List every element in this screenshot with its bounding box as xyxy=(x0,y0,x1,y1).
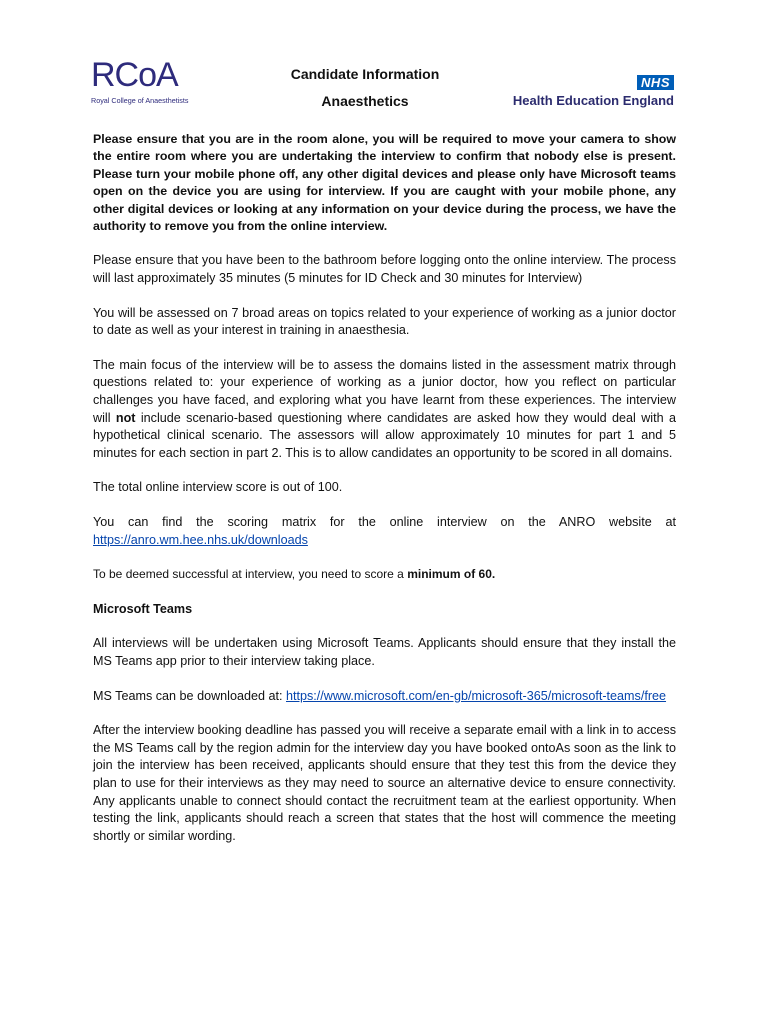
focus-text-1: The main focus of the interview will be to assess the domains listed in the assessment matrix through questions related to: your experience of working as a junior doctor, how you reflect on particular challenges you have faced, and exploring what you have learnt from these experiences. The interview will xyxy=(93,357,676,425)
document-title xyxy=(270,66,460,109)
scoring-matrix-paragraph xyxy=(93,514,676,549)
teams-intro-paragraph: All interviews will be undertaken using Microsoft Teams. Applicants should ensure that they install the MS Teams app prior to their interview taking place. xyxy=(93,636,676,668)
teams-download-text: MS Teams can be downloaded at: xyxy=(93,688,286,703)
focus-not-bold: not xyxy=(115,410,136,425)
assessed-paragraph: You will be assessed on 7 broad areas on topics related to your experience of working as a junior doctor to date as well as your interest in training in anaesthesia. xyxy=(93,305,676,338)
teams-download-link[interactable]: https://www.microsoft.com/en-gb/microsoft-365/microsoft-teams/free xyxy=(286,688,667,703)
warning-paragraph: Please ensure that you are in the room alone, you will be required to move your camera to show the entire room where you are undertaking the interview to confirm that nobody else is present. Please turn your mobile phone off, any other digital devices and please only have Microsoft teams open on the device you are using for interview. If you are caught with your mobile phone, any other digital devices or looking at any information on your device during the process, we have the authority to remove you from the online interview. xyxy=(93,132,676,234)
focus-text-2: include scenario-based questioning where candidates are asked how they would deal with a hypothetical clinical scenario. The assessors will allow approximately 10 minutes for part 1 and 5 minutes for each section in part 2. This is to allow candidates an opportunity to be scored in all domains. xyxy=(93,410,677,460)
after-deadline-paragraph: After the interview booking deadline has passed you will receive a separate email with a link in to access the MS Teams call by the region admin for the interview day you have booked ontoAs soon as the link to join the interview has been received, applicants should ensure that they test this from the device they plan to use for their interviews as they may need to source an alternative device to ensure connectivity. Any applicants unable to connect should contact the recruitment team at the earliest opportunity. When testing the link, applicants should reach a screen that states that the host will commence the meeting shortly or similar wording. xyxy=(93,723,676,843)
scoring-matrix-text: You can find the scoring matrix for the online interview on the ANRO website at xyxy=(93,514,676,529)
hee-name: Health Education England xyxy=(512,93,674,108)
rcoa-logo xyxy=(91,58,203,105)
teams-download-paragraph xyxy=(93,688,676,706)
success-minimum: minimum of 60. xyxy=(407,567,496,582)
rcoa-logo-text: RCoA xyxy=(91,56,178,94)
document-body xyxy=(93,131,676,862)
title-line-2: Anaesthetics xyxy=(321,93,409,109)
focus-paragraph xyxy=(93,357,676,463)
total-score-paragraph: The total online interview score is out of 100. xyxy=(93,480,343,495)
rcoa-subtitle: Royal College of Anaesthetists xyxy=(91,96,189,105)
hee-logo xyxy=(513,74,674,108)
bathroom-paragraph: Please ensure that you have been to the bathroom before logging onto the online interview. The process will last approximately 35 minutes (5 minutes for ID Check and 30 minutes for Interview) xyxy=(93,253,676,286)
nhs-badge: NHS xyxy=(637,75,674,90)
success-paragraph xyxy=(93,566,676,584)
teams-heading: Microsoft Teams xyxy=(93,601,193,616)
success-text: To be deemed successful at interview, you need to score a xyxy=(93,567,408,582)
title-line-1: Candidate Information xyxy=(290,66,440,82)
anro-downloads-link[interactable]: https://anro.wm.hee.nhs.uk/downloads xyxy=(93,532,308,547)
